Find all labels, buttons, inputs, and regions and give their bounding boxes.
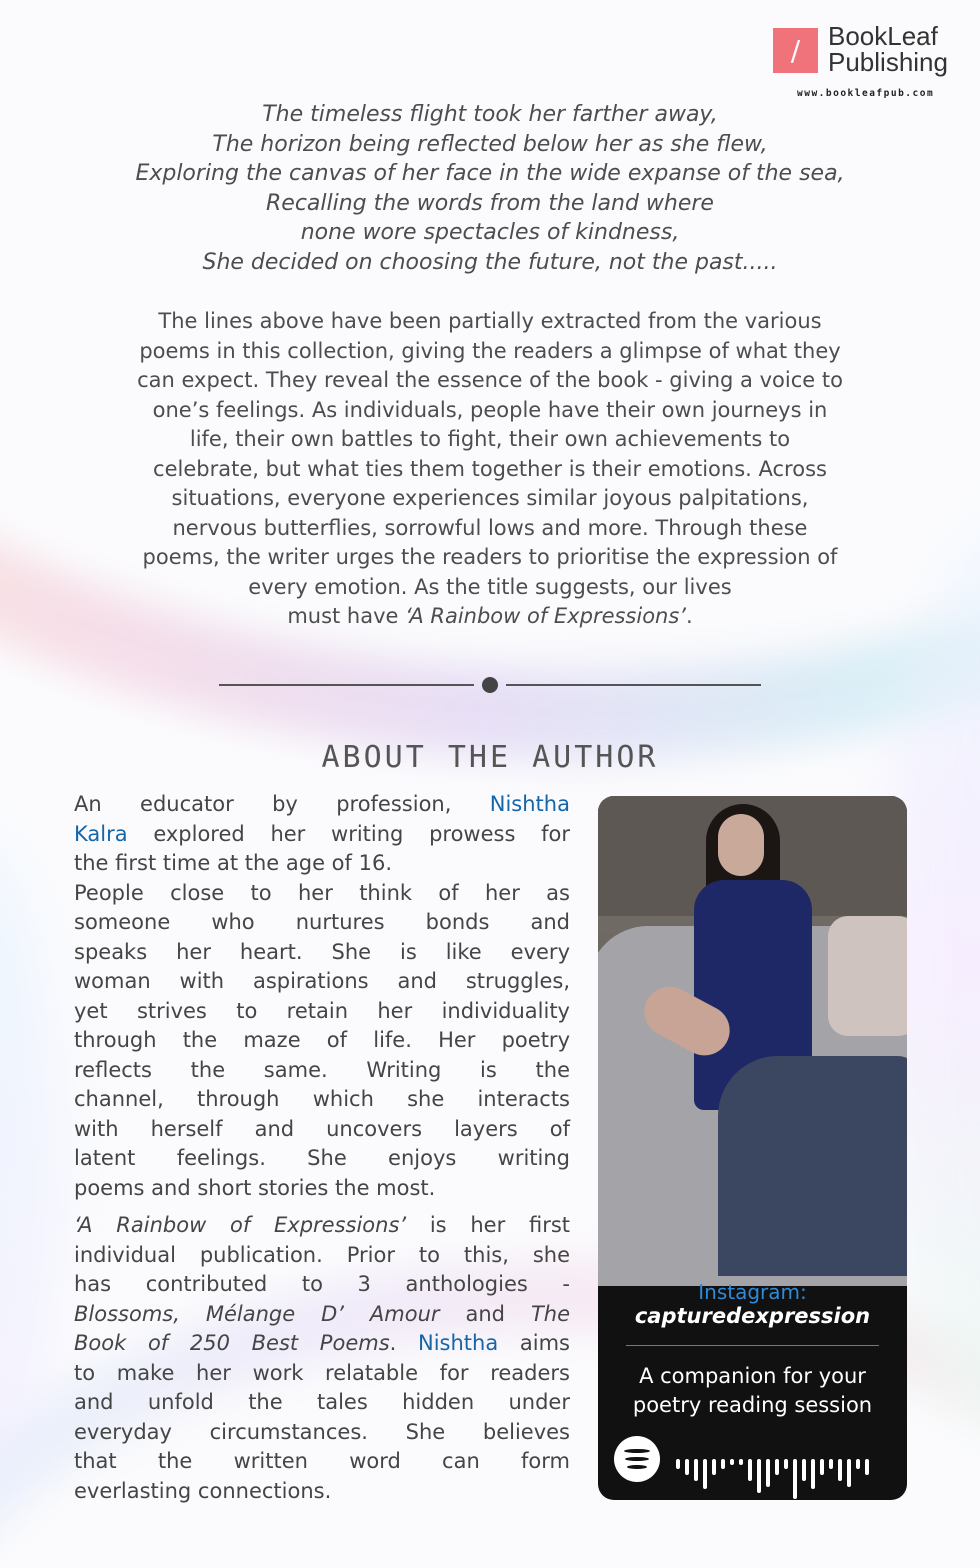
bio-line: everlasting connections.: [74, 1478, 332, 1503]
book-title: ‘A Rainbow of Expressions’: [74, 1213, 407, 1237]
spotify-code-bar: [865, 1459, 869, 1475]
anthology-title: The: [530, 1301, 570, 1326]
spotify-code-bar: [856, 1459, 860, 1469]
poem-line: The timeless flight took her farther away,: [262, 102, 718, 127]
blurb-line: nervous butterflies, sorrowful lows and more. Through these: [172, 515, 808, 540]
bio-line: the first time at the age of 16.: [74, 851, 392, 875]
about-author-heading: ABOUT THE AUTHOR: [321, 740, 659, 775]
anthology-title: Book of 250 Best Poems: [74, 1331, 390, 1355]
spotify-code[interactable]: [672, 1436, 892, 1482]
spotify-code-bar: [703, 1459, 707, 1489]
blurb-line: poems, the writer urges the readers to prioritise the expression of: [142, 545, 838, 569]
bio-line: to make her work relatable for readers: [74, 1360, 570, 1385]
photo-pillow: [828, 916, 907, 1036]
bio-text: An educator by profession,: [74, 792, 452, 816]
blurb-last-prefix: must have: [287, 604, 406, 628]
spotify-code-bar: [775, 1459, 779, 1475]
blurb-line: poems in this collection, giving the readers a glimpse of what they: [139, 338, 841, 363]
blurb-line: can expect. They reveal the essence of the book - giving a voice to: [137, 368, 843, 392]
blurb-line: one’s feelings. As individuals, people have their own journeys in: [152, 397, 828, 422]
spotify-code-bar: [793, 1459, 797, 1499]
author-bio: [74, 790, 570, 1506]
photo-face: [718, 814, 764, 876]
spotify-code-bar: [685, 1459, 689, 1475]
bio-line: someone who nurtures bonds and: [74, 910, 570, 934]
spotify-code-bar: [766, 1459, 770, 1487]
spotify-code-bar: [739, 1459, 743, 1465]
logo-name: [828, 23, 968, 75]
blurb-line: situations, everyone experiences similar joyous palpitations,: [171, 486, 809, 510]
anthology-titles: Blossoms, Mélange D’ Amour: [74, 1301, 440, 1326]
photo-skirt: [718, 1056, 907, 1276]
author-name-first: Nishtha: [418, 1331, 499, 1355]
instagram-handle[interactable]: capturedexpression: [634, 1304, 871, 1328]
book-title: ‘A Rainbow of Expressions’: [405, 604, 686, 628]
bio-line: channel, through which she interacts: [74, 1087, 570, 1111]
poem-line: Recalling the words from the land where: [266, 190, 714, 216]
blurb-line-last: [0, 602, 980, 632]
spotify-code-bar: [730, 1459, 734, 1465]
author-photo: [598, 796, 907, 1268]
bio-line: reflects the same. Writing is the: [74, 1057, 570, 1082]
logo-name-line1: BookLeaf: [828, 21, 938, 51]
bio-line: People close to her think of her as: [74, 880, 570, 905]
bio-line: poems and short stories the most.: [74, 1175, 436, 1200]
bio-line: with herself and uncovers layers of: [74, 1116, 570, 1141]
spotify-icon[interactable]: [614, 1436, 660, 1482]
blurb-line: celebrate, but what ties them together is their emotions. Across: [153, 456, 827, 481]
bio-line: [74, 1329, 570, 1359]
spotify-code-bar: [676, 1459, 680, 1469]
divider-line-left: [219, 684, 474, 686]
poem-line: The horizon being reflected below her as she flew,: [212, 131, 768, 157]
bio-line: [74, 820, 570, 850]
spotify-code-bar: [820, 1459, 824, 1475]
bio-line: and unfold the tales hidden under: [74, 1390, 570, 1414]
logo-name-line2: Publishing: [828, 47, 948, 77]
spotify-code-bar: [811, 1459, 815, 1489]
spotify-code-bar: [838, 1459, 842, 1481]
spotify-code-bar: [712, 1459, 716, 1475]
spotify-code-bar: [757, 1459, 761, 1493]
poem-line: Exploring the canvas of her face in the wide expanse of the sea,: [135, 161, 845, 186]
poem-excerpt: [0, 100, 980, 277]
bio-line: yet strives to retain her individuality: [74, 998, 570, 1023]
spotify-code-bar: [784, 1459, 788, 1469]
bio-line: woman with aspirations and struggles,: [74, 969, 570, 993]
bio-line: speaks her heart. She is like every: [74, 939, 570, 964]
divider-dot: [482, 677, 498, 693]
blurb-line: life, their own battles to fight, their own achievements to: [189, 427, 791, 451]
bio-text: explored her writing prowess for: [127, 821, 570, 846]
bio-line: through the maze of life. Her poetry: [74, 1028, 570, 1052]
spotify-icon-arc: [627, 1465, 647, 1469]
spotify-code-bar: [748, 1459, 752, 1481]
bio-text: .: [389, 1331, 418, 1355]
bio-line: [74, 1211, 570, 1241]
spotify-code-bar: [694, 1459, 698, 1481]
poem-line: She decided on choosing the future, not the past.....: [202, 249, 778, 275]
bio-line: latent feelings. She enjoys writing: [74, 1146, 570, 1170]
paragraph-gap: [74, 1203, 570, 1211]
logo-mark: /: [773, 28, 818, 73]
spotify-code-bar: [847, 1459, 851, 1487]
spotify-code-bar: [721, 1459, 725, 1469]
spotify-icon-arc: [624, 1449, 650, 1453]
bio-line: has contributed to 3 anthologies -: [74, 1272, 570, 1296]
bio-line: [74, 790, 570, 820]
companion-line: poetry reading session: [632, 1393, 873, 1417]
bio-line: that the written word can form: [74, 1449, 570, 1473]
author-name-first: Nishtha: [489, 792, 570, 816]
bio-text: aims: [498, 1331, 570, 1355]
author-name-last: Kalra: [74, 821, 128, 846]
companion-line: A companion for your: [639, 1364, 866, 1388]
divider-line-right: [506, 684, 761, 686]
poem-line: none wore spectacles of kindness,: [300, 220, 680, 245]
spotify-code-bar: [802, 1459, 806, 1481]
author-card: [598, 796, 907, 1500]
companion-text: [598, 1362, 907, 1420]
card-separator: [626, 1345, 879, 1346]
book-blurb: [0, 307, 980, 632]
bio-line: individual publication. Prior to this, she: [74, 1242, 570, 1267]
bio-line: [74, 1300, 570, 1330]
section-divider: [219, 677, 761, 693]
blurb-last-suffix: .: [686, 604, 693, 628]
blurb-line: every emotion. As the title suggests, our lives: [248, 574, 732, 599]
bio-text: and: [439, 1301, 531, 1326]
spotify-code-bar: [829, 1459, 833, 1469]
blurb-line: The lines above have been partially extracted from the various: [158, 309, 822, 333]
instagram-label: Instagram:: [698, 1280, 807, 1304]
bio-line: everyday circumstances. She believes: [74, 1419, 570, 1444]
spotify-icon-arc: [625, 1457, 649, 1461]
logo-url: www.bookleafpub.com: [797, 88, 935, 99]
bio-text: is her first: [406, 1213, 570, 1237]
